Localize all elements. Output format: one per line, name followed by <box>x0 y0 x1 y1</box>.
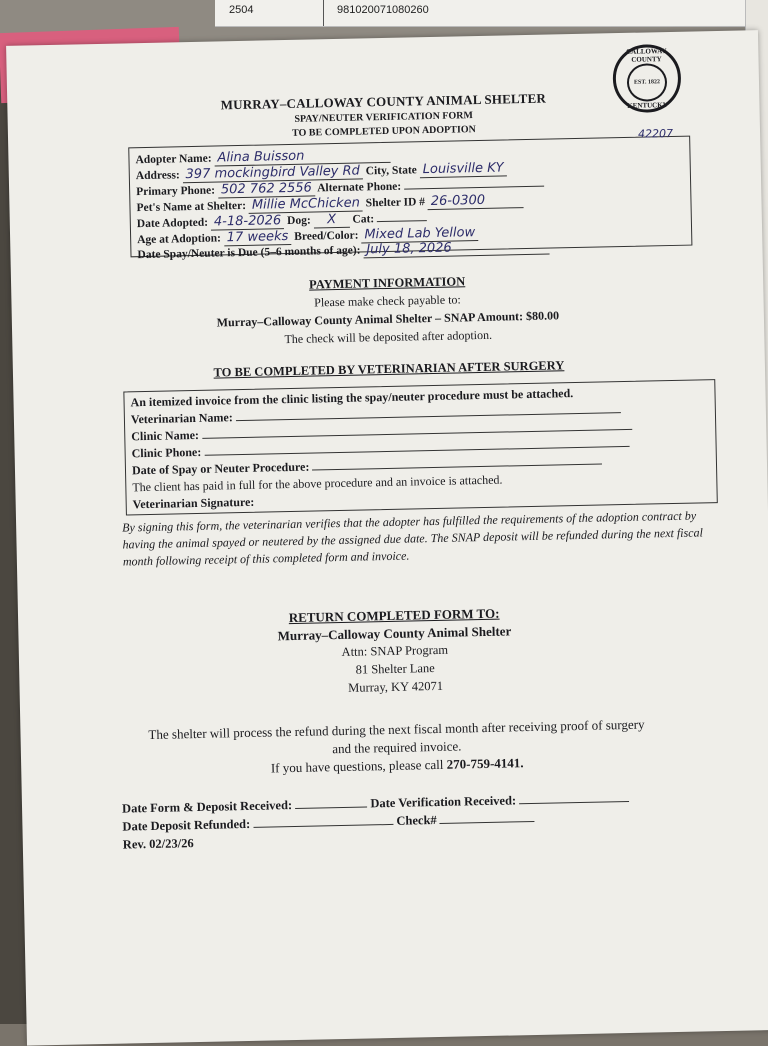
primary-phone-label: Primary Phone: <box>136 184 216 199</box>
form-subtitle: SPAY/NEUTER VERIFICATION FORM <box>294 110 474 125</box>
dog-checkbox[interactable]: X <box>313 212 349 229</box>
vet-name-label: Veterinarian Name: <box>130 410 233 427</box>
payment-line-3: The check will be deposited after adoption. <box>284 327 493 347</box>
pet-name-label: Pet's Name at Shelter: <box>136 199 247 215</box>
verification-form <box>6 30 768 1046</box>
breed-color-value[interactable]: Mixed Lab Yellow <box>361 225 478 243</box>
clinic-name-label: Clinic Name: <box>131 427 200 444</box>
form-subtitle-2: TO BE COMPLETED UPON ADOPTION <box>291 124 476 139</box>
return-title: RETURN COMPLETED FORM TO: <box>288 605 500 626</box>
adopter-name-value[interactable]: Alina Buisson <box>214 147 390 167</box>
age-label: Age at Adoption: <box>137 232 221 247</box>
adopter-name-label: Adopter Name: <box>135 152 212 167</box>
seal-bottom-text: KENTUCKY <box>627 101 668 110</box>
deposit-received-label: Date Form & Deposit Received: <box>121 798 293 816</box>
underlying-divider <box>323 0 324 26</box>
refund-question-text: If you have questions, please call <box>270 756 444 776</box>
procedure-date-label: Date of Spay or Neuter Procedure: <box>131 459 310 478</box>
date-adopted-value[interactable]: 4-18-2026 <box>211 213 285 231</box>
deposit-refunded-label: Date Deposit Refunded: <box>122 816 251 834</box>
return-org: Murray–Calloway County Animal Shelter <box>277 623 512 644</box>
return-street: 81 Shelter Lane <box>355 661 435 677</box>
payment-line-2: Murray–Calloway County Animal Shelter – SNAP Amount: $80.00 <box>216 308 560 330</box>
form-title: MURRAY–CALLOWAY COUNTY ANIMAL SHELTER <box>220 90 547 113</box>
underlying-cell-1: 2504 <box>229 4 254 16</box>
vet-section-title: TO BE COMPLETED BY VETERINARIAN AFTER SURGERY <box>213 358 565 380</box>
age-value[interactable]: 17 weeks <box>224 229 292 246</box>
deposit-refunded-field[interactable] <box>253 814 393 828</box>
due-date-label: Date Spay/Neuter is Due (5–6 months of age): <box>137 244 361 262</box>
check-number-label: Check# <box>396 813 437 828</box>
vet-verification-note: By signing this form, the veterinarian verifies that the adopter has fulfilled the requirements of the adoption contract by having the animal spayed or neutered by the assigned due date. The SNAP deposit will be refunded during the next fiscal month following receipt of this completed form and invoice. <box>122 508 704 569</box>
cat-label: Cat: <box>352 213 375 226</box>
date-adopted-label: Date Adopted: <box>136 216 209 231</box>
return-city: Murray, KY 42071 <box>348 678 444 695</box>
city-state-value[interactable]: Louisville KY <box>420 160 507 178</box>
vet-box <box>123 379 717 515</box>
alternate-phone-field[interactable] <box>404 176 544 190</box>
verification-received-label: Date Verification Received: <box>370 793 517 811</box>
check-number-field[interactable] <box>440 811 535 824</box>
verification-received-field[interactable] <box>519 791 629 804</box>
address-label: Address: <box>135 169 180 183</box>
primary-phone-value[interactable]: 502 762 2556 <box>218 180 315 198</box>
alternate-phone-label: Alternate Phone: <box>317 180 402 195</box>
invoice-note: An itemized invoice from the clinic listing the spay/neuter procedure must be attached. <box>130 386 574 410</box>
shelter-phone: 270-759-4141. <box>446 755 524 772</box>
revision-note: Rev. 02/23/26 <box>122 836 194 852</box>
refund-line-1: The shelter will process the refund during the next fiscal month after receiving proof of surgery <box>148 716 645 743</box>
underlying-sheet <box>215 0 760 27</box>
signature-row <box>133 495 255 513</box>
city-state-label: City, State <box>365 164 417 178</box>
due-date-value[interactable]: July 18, 2026 <box>363 239 549 259</box>
zip-note: 42207 <box>637 126 674 141</box>
clinic-phone-label: Clinic Phone: <box>131 444 202 461</box>
dog-label: Dog: <box>286 214 311 228</box>
shelter-id-value[interactable]: 26-0300 <box>428 192 524 210</box>
paid-note: The client has paid in full for the above procedure and an invoice is attached. <box>132 472 503 495</box>
breed-color-label: Breed/Color: <box>294 229 359 243</box>
shelter-id-label: Shelter ID # <box>365 196 426 210</box>
refund-line-2: and the required invoice. <box>332 738 462 757</box>
signature-label: Veterinarian Signature: <box>132 494 255 512</box>
seal-text: CALLOWAY COUNTY <box>625 47 667 64</box>
address-value[interactable]: 397 mockingbird Valley Rd <box>182 163 363 183</box>
payment-title: PAYMENT INFORMATION <box>308 274 466 292</box>
footer-row-1 <box>122 791 629 817</box>
deposit-received-field[interactable] <box>295 796 367 809</box>
return-attn: Attn: SNAP Program <box>341 642 449 659</box>
underlying-cell-2: 981020071080260 <box>337 4 429 16</box>
payment-line-1: Please make check payable to: <box>314 292 461 310</box>
seal-inner-text: EST. 1822 <box>633 79 661 86</box>
cat-checkbox[interactable] <box>377 210 427 222</box>
pet-name-value[interactable]: Millie McChicken <box>249 195 363 213</box>
